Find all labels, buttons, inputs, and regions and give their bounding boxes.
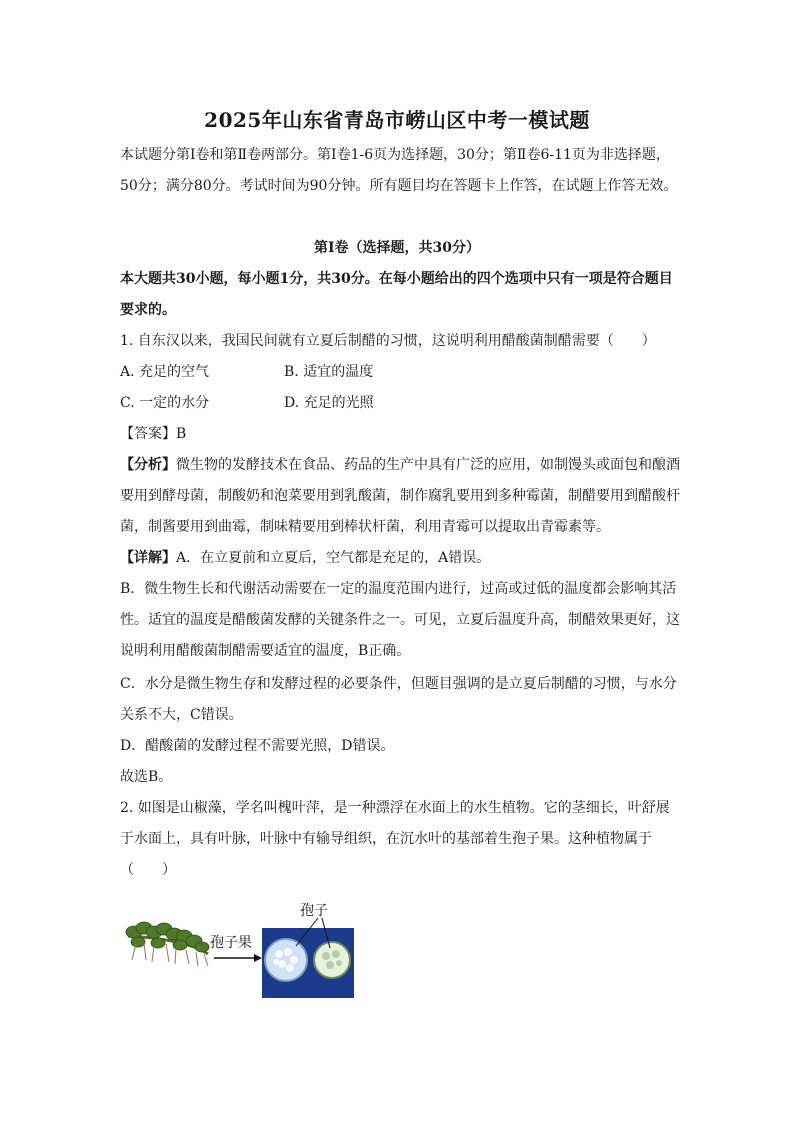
sporocarp-right — [314, 942, 350, 978]
exam-intro: 本试题分第Ⅰ卷和第Ⅱ卷两部分。第Ⅰ卷1-6页为选择题，30分；第Ⅱ卷6-11页为非选择题，50分；满分80分。考试时间为90分钟。所有题目均在答题卡上作答，在试题上作答无效。 — [120, 147, 678, 194]
answer-tag: 【答案】 — [120, 426, 176, 442]
q1-conclusion: 故选B。 — [120, 769, 173, 785]
question-2-stem: 2. 如图是山椒藻，学名叫槐叶萍，是一种漂浮在水面上的水生植物。它的茎细长，叶舒展于水面上，具有叶脉，叶脉中有输导组织，在沉水叶的基部着生孢子果。这种植物属于（ ） — [120, 800, 670, 878]
q1-answer — [120, 419, 186, 450]
detail-tag: 【详解】 — [120, 550, 176, 566]
plant-leaves — [126, 922, 209, 952]
q1-option-a: A. 充足的空气 — [120, 364, 210, 380]
question-1-stem: 1. 自东汉以来，我国民间就有立夏后制醋的习惯，这说明利用醋酸菌制醋需要（ ） — [120, 333, 656, 349]
sporocarp-label: 孢子果 — [210, 935, 252, 951]
detail-a-text: A．在立夏前和立夏后，空气都是充足的，A错误。 — [176, 550, 491, 566]
salvinia-figure — [124, 898, 364, 1002]
q1-option-b: B. 适宜的温度 — [284, 364, 374, 380]
page-title: 2025年山东省青岛市崂山区中考一模试题 — [204, 108, 590, 132]
section-instructions: 本大题共30小题，每小题1分，共30分。在每小题给出的四个选项中只有一项是符合题目要求的。 — [120, 271, 673, 318]
spore-label: 孢子 — [300, 903, 328, 919]
q1-detail-c: C．水分是微生物生存和发酵过程的必要条件，但题目强调的是立夏后制醋的习惯，与水分关系不大，C错误。 — [120, 676, 677, 723]
q1-detail-a — [120, 543, 680, 574]
answer-value: B — [176, 426, 187, 442]
sporocarp-left — [265, 939, 307, 981]
analysis-tag: 【分析】 — [120, 457, 176, 473]
q1-option-c: C. 一定的水分 — [120, 395, 210, 411]
arrow-head — [254, 954, 262, 962]
q1-detail-b: B．微生物生长和代谢活动需要在一定的温度范围内进行，过高或过低的温度都会影响其活性。适宜的温度是醋酸菌发酵的关键条件之一。可见，立夏后温度升高，制醋效果更好，这说明利用醋酸菌制醋需要适宜的温度，B正确。 — [120, 581, 680, 659]
section-title: 第Ⅰ卷（选择题，共30分） — [313, 240, 481, 256]
q1-analysis — [120, 450, 680, 543]
q1-detail-d: D．醋酸菌的发酵过程不需要光照，D错误。 — [120, 738, 395, 754]
q1-option-d: D. 充足的光照 — [284, 395, 374, 411]
analysis-text: 微生物的发酵技术在食品、药品的生产中具有广泛的应用，如制馒头或面包和酿酒要用到酵母菌，制酸奶和泡菜要用到乳酸菌，制作腐乳要用到多种霉菌，制醋要用到醋酸杆菌，制酱要用到曲霉，制味精要用到棒状杆菌，利用青霉可以提取出青霉素等。 — [120, 457, 680, 535]
